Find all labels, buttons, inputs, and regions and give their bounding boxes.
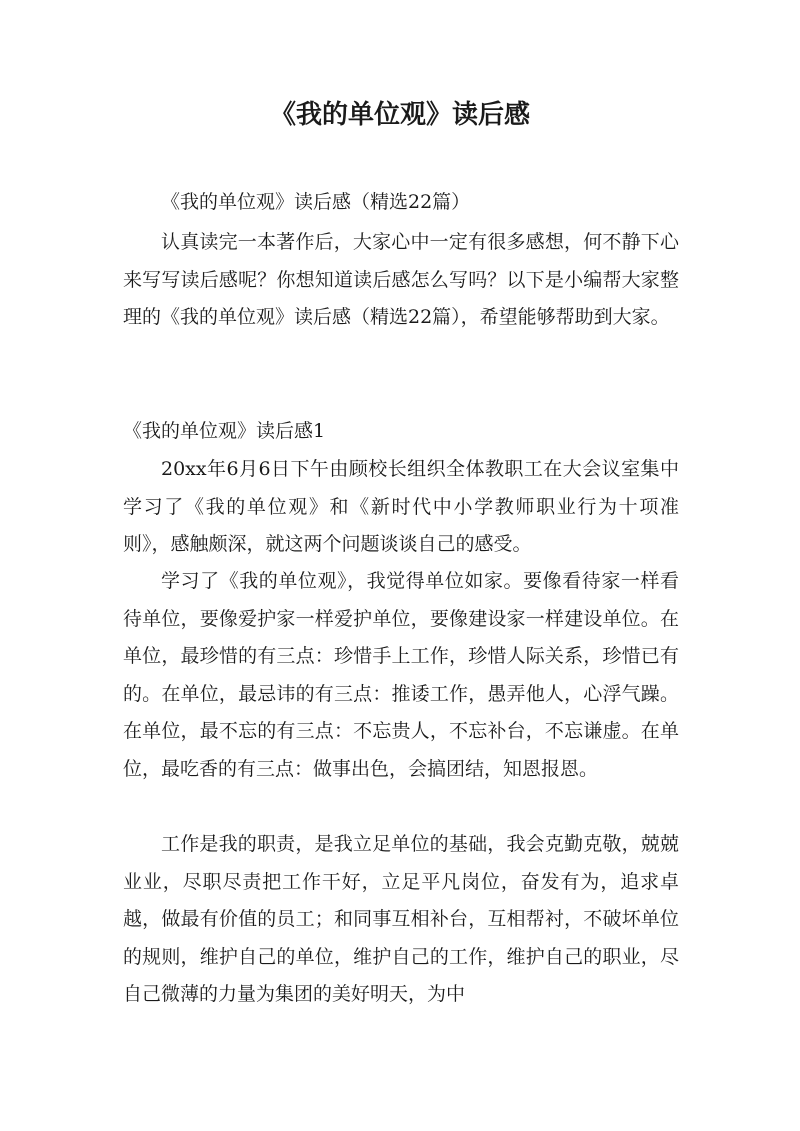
body-paragraph-2: 学习了《我的单位观》，我觉得单位如家。要像看待家一样看待单位，要像爱护家一样爱护单位，要像建设家一样建设单位。在单位，最珍惜的有三点：珍惜手上工作，珍惜人际关系，珍惜已有的。在单位，最忌讳的有三点：推诿工作，愚弄他人，心浮气躁。在单位，最不忘的有三点：不忘贵人，不忘补台，不忘谦虚。在单位，最吃香的有三点：做事出色，会搞团结，知恩报恩。 [123, 570, 679, 780]
page-title: 《我的单位观》读后感 [269, 100, 530, 130]
body-paragraph-1: 20xx年6月6日下午由顾校长组织全体教职工在大会议室集中学习了《我的单位观》和《新时代中小学教师职业行为十项准则》，感触颇深，就这两个问题谈谈自己的感受。 [123, 458, 679, 556]
intro-paragraph: 认真读完一本著作后，大家心中一定有很多感想，何不静下心来写写读后感呢？你想知道读后感怎么写吗？以下是小编帮大家整理的《我的单位观》读后感（精选22篇），希望能够帮助到大家。 [123, 231, 679, 329]
body-paragraph-3: 工作是我的职责，是我立足单位的基础，我会克勤克敬，兢兢业业，尽职尽责把工作干好，立足平凡岗位，奋发有为，追求卓越，做最有价值的员工；和同事互相补台，互相帮衬，不破坏单位的规则，维护自己的单位，维护自己的工作，维护自己的职业，尽自己微薄的力量为集团的美好明天，为中 [123, 833, 679, 1006]
section-heading: 《我的单位观》读后感1 [123, 420, 326, 442]
document-subtitle: 《我的单位观》读后感（精选22篇） [161, 191, 471, 213]
